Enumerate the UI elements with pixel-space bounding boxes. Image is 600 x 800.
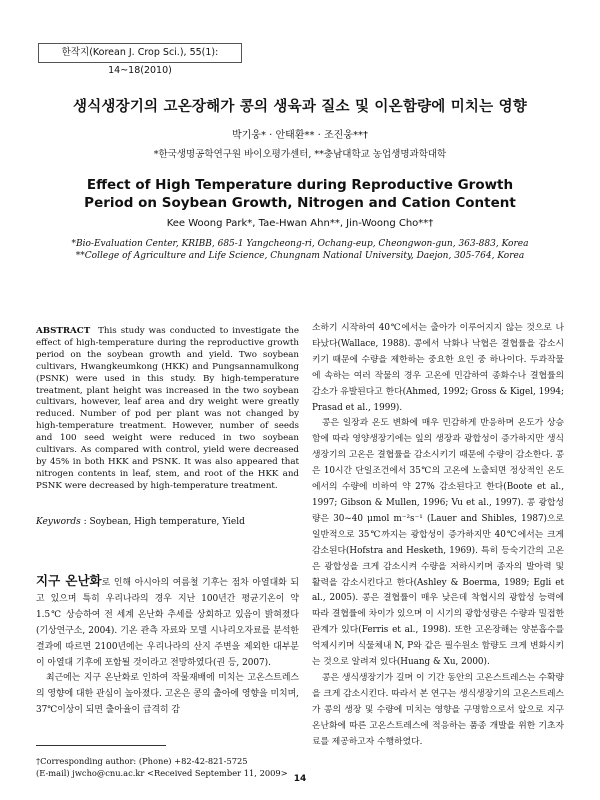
footnote-line-2: (E-mail) jwcho@cnu.ac.kr <Received September 11, 2009>	[36, 768, 288, 778]
authors-korean: 박기웅* · 안태환** · 조진웅**†	[231, 130, 368, 141]
title-korean: 생식생장기의 고온장해가 콩의 생육과 질소 및 이온함량에 미치는 영향	[73, 99, 527, 115]
abstract-label: ABSTRACT	[36, 326, 91, 336]
abstract	[36, 326, 299, 493]
intro-text-1: 로 인해 아시아의 여름철 기후는 점차 아열대화 되고 있으며 특히 우리나라의 경우 지난 100년간 평균기온이 약 1.5℃ 상승하여 전 세계 온난화 추세를 상회하고 있음이 밝혀졌다(기상연구소, 2004). 기온 관측 자료와 모델 시나리오자료를 분석한 결과에 따르면 2100년에는 우리나라의 산지 주변을 제외한 대부분이 아열대 기후에 포함될 것이라고 전망하였다(권 등, 2007).	[36, 578, 299, 668]
affiliations-korean: *한국생명공학연구원 바이오평가센터, **충남대학교 농업생명과학대학	[153, 149, 447, 160]
intro-paragraph-1	[36, 573, 299, 671]
intro-paragraph-2: 최근에는 지구 온난화로 인하여 작물재배에 미치는 고온스트레스의 영향에 대한 관심이 높아졌다. 고온은 콩의 출아에 영향을 미치며, 37℃이상이 되면 출아율이 급격히 감	[36, 673, 299, 716]
journal-header: 한작지(Korean J. Crop Sci.), 55(1): 14~18(2010)	[38, 43, 242, 63]
right-paragraph-2: 콩은 일장과 온도 변화에 매우 민감하게 반응하며 온도가 상승함에 따라 영양생장기에는 잎의 생장과 광합성이 증가하지만 생식생장기의 고온은 결협률을 감소시키기 때문에 수량이 감소한다. 콩은 10시간 단일조건에서 35℃의 고온에 노출되면 정상적인 온도에서의 수량에 비하여 약 27% 감소된다고 한다(Boote et al., 1997; Gibson & Mullen, 1996; Vu et al., 1997). 콩 광합성량은 30~40 μmol m⁻²s⁻¹ (Lauer and Shibles, 1987)으로 일반적으로 35℃까지는 광합성이 증가하지만 40℃에서는 크게 감소된다(Hofstra and Hesketh, 1969). 특히 등숙기간의 고온은 광합성을 크게 감소시켜 수량을 저하시키며 종자의 발아력 및 활력을 감소시킨다고 한다(Ashley & Boerma, 1989; Egli et al., 2005). 콩은 결협률이 매우 낮은데 착협시의 광합성 능력에 따라 결협률에 차이가 있으며 이 시기의 광합성량은 수량과 밀접한 관계가 있다(Ferris et al., 1998). 또한 고온장해는 양분흡수를 억제시키며 식물체내 N, P와 같은 필수원소 함량도 크게 변화시키는 것으로 알려져 있다(Huang & Xu, 2000).	[312, 418, 564, 668]
page-number: 14	[293, 774, 307, 784]
right-column	[312, 321, 564, 750]
footnote-divider	[36, 745, 166, 746]
title-english: Effect of High Temperature during Reproductive Growth Period on Soybean Growth, Nitrogen and Cation Content	[84, 177, 516, 211]
footnote-line-1: †Corresponding author: (Phone) +82-42-821-5725	[36, 756, 248, 766]
keywords-text: : Soybean, High temperature, Yield	[80, 517, 245, 527]
authors-english: Kee Woong Park*, Tae-Hwan Ahn**, Jin-Woong Cho**†	[166, 218, 434, 229]
right-paragraph-1: 소하기 시작하여 40℃에서는 출아가 이루어지지 않는 것으로 나타났다(Wallace, 1988). 콩에서 낙화나 낙협은 결협률을 감소시키기 때문에 수량을 제한하는 중요한 요인 중 하나이다. 두과작물에 속하는 여러 작물의 경우 고온에 민감하여 종화수나 결협률의 감소가 유발된다고 한다(Ahmed, 1992; Gross & Kigel, 1994; Prasad et al., 1999).	[312, 323, 564, 413]
right-paragraph-3: 콩은 생식생장기가 길며 이 기간 동안의 고온스트레스는 수확량을 크게 감소시킨다. 따라서 본 연구는 생식생장기의 고온스트레스가 콩의 생장 및 수량에 미치는 영향을 구명함으로서 앞으로 지구온난화에 따른 고온스트레스에 적응하는 품종 개발을 위한 기초자료를 제공하고자 수행하였다.	[312, 672, 564, 747]
keywords-label: Keywords	[36, 517, 81, 527]
introduction	[36, 573, 299, 719]
keywords	[36, 517, 299, 527]
affiliation-line-1: *Bio-Evaluation Center, KRIBB, 685-1 Yangcheong-ri, Ochang-eup, Cheongwon-gun, 363-883, Korea	[71, 239, 529, 249]
intro-lead: 지구 온난화	[36, 573, 102, 588]
affiliation-line-2: **College of Agriculture and Life Science, Chungnam National University, Daejon, 305-764, Korea	[75, 251, 525, 261]
abstract-text: This study was conducted to investigate the effect of high-temperature during the reproductive growth period on the soybean growth and yield. Two soybean cultivars, Hwangkeumkong (HKK) and Pungsannamulkong (PSNK) were used in this study. By high-temperature treatment, plant height was increased in the two soybean cultivars, however, leaf area and dry weight were greatly reduced. Number of pod per plant was not changed by high-temperature treatment. However, number of seeds and 100 seed weight were reduced in two soybean cultivars. As compared with control, yield were decreased by 45% in both HKK and PSNK. It was also appeared that nitrogen contents in leaf, stem, and root of the HKK and PSNK were decreased by high-temperature treatment.	[36, 326, 299, 491]
affiliations-english	[40, 238, 560, 262]
